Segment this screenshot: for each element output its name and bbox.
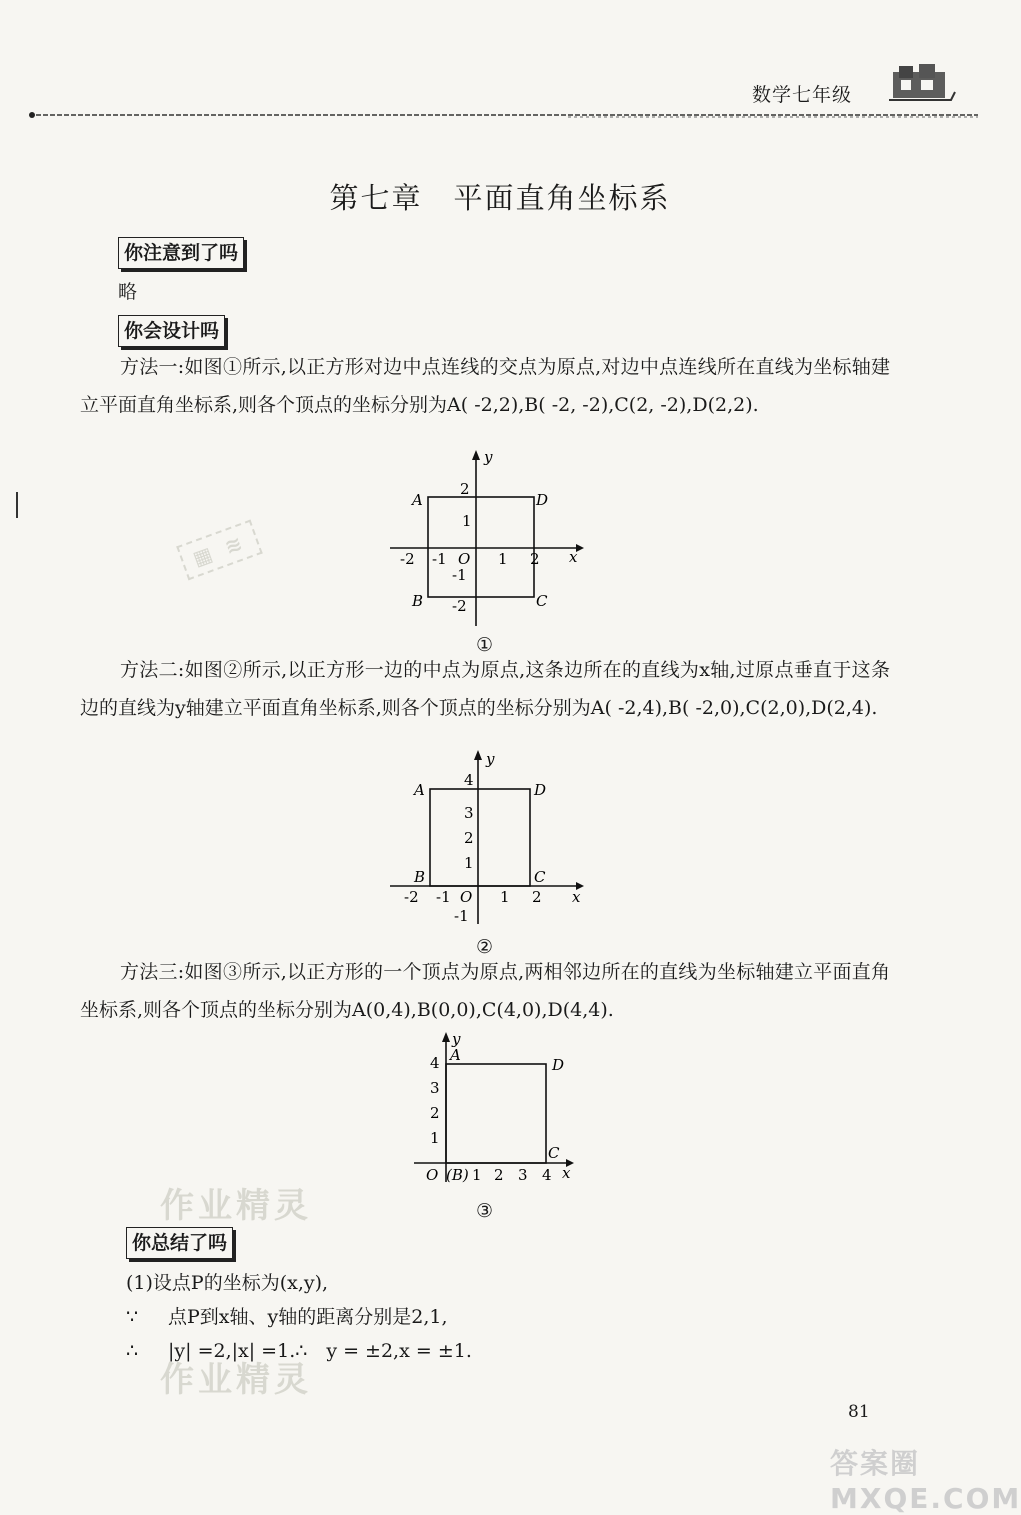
fig2-y-label: y	[486, 750, 495, 768]
fig2-x-tick: -1	[436, 888, 451, 906]
fig1-x-label: x	[569, 548, 578, 566]
fig2-y-tick: 2	[464, 829, 474, 847]
figure-3-caption: ③	[476, 1200, 494, 1222]
stamp-watermark: 作业精灵	[160, 1186, 312, 1226]
fig2-x-tick: 1	[500, 888, 510, 906]
figure-2-caption: ②	[476, 936, 494, 958]
fig1-y-tick: 2	[460, 480, 470, 498]
fig3-x-tick: 4	[542, 1166, 552, 1184]
fig2-origin-label: O	[460, 888, 473, 906]
method-one-text: 方法一:如图①所示,以正方形对边中点连线的交点为原点,对边中点连线所在直线为坐标轴建立平面直角坐标系,则各个顶点的坐标分别为A( -2,2),B( -2, -2),C(2, -2),D(2,2).	[80, 356, 890, 416]
fig3-x-tick: 3	[518, 1166, 528, 1184]
fig3-point-d: D	[552, 1056, 565, 1074]
therefore-symbol: ∴	[126, 1340, 139, 1362]
corner-watermark: 答案圈 MXQE.COM	[830, 1447, 1021, 1515]
method-two-text: 方法二:如图②所示,以正方形一边的中点为原点,这条边所在的直线为x轴,过原点垂直于这条边的直线为y轴建立平面直角坐标系,则各个顶点的坐标分别为A( -2,4),B( -2,0),C(2,0),D(2,4).	[80, 659, 890, 719]
header-label: 数学七年级	[752, 84, 853, 106]
summary-line-2: 点P到x轴、y轴的距离分别是2,1,	[168, 1306, 448, 1328]
method-three-text: 方法三:如图③所示,以正方形的一个顶点为原点,两相邻边所在的直线为坐标轴建立平面直角坐标系,则各个顶点的坐标分别为A(0,4),B(0,0),C(4,0),D(4,4).	[80, 961, 890, 1021]
fig1-x-tick: -1	[432, 550, 447, 568]
chapter-title: 第七章 平面直角坐标系	[329, 181, 671, 215]
fig1-x-tick: 1	[498, 550, 508, 568]
fig1-point-d: D	[536, 491, 549, 509]
fig2-y-tick: -1	[454, 907, 469, 925]
fig1-y-tick: -2	[452, 597, 467, 615]
stamp-watermark: 作业精灵	[160, 1360, 312, 1400]
fig1-point-c: C	[536, 592, 548, 610]
fig3-x-tick: 1	[472, 1166, 482, 1184]
section-tag-notice: 你注意到了吗	[118, 237, 244, 269]
fig2-y-tick: 1	[464, 854, 474, 872]
fig3-point-c: C	[548, 1144, 560, 1162]
fig1-origin-label: O	[458, 550, 471, 568]
summary-line-1: (1)设点P的坐标为(x,y),	[126, 1272, 329, 1294]
fig2-x-label: x	[572, 888, 581, 906]
figure-3	[400, 1030, 590, 1194]
section-tag-design: 你会设计吗	[118, 315, 225, 347]
fig2-point-a: A	[414, 781, 425, 799]
fig3-origin-note: (B)	[446, 1166, 469, 1184]
figure-1	[390, 448, 590, 632]
fig2-y-tick: 3	[464, 804, 474, 822]
fig2-y-tick: 4	[464, 771, 474, 789]
margin-mark	[16, 492, 18, 518]
notice-answer: 略	[118, 281, 138, 303]
stamp-watermark-icon: ▦ ≋	[176, 520, 262, 581]
fig1-y-label: y	[484, 448, 493, 466]
fig3-y-tick: 4	[430, 1054, 440, 1072]
fig3-y-tick: 3	[430, 1079, 440, 1097]
fig2-point-c: C	[534, 868, 546, 886]
summary-line-3: |y| =2,|x| =1.∴ y = ±2,x = ±1.	[168, 1340, 472, 1362]
fig3-y-tick: 1	[430, 1129, 440, 1147]
page-number: 81	[848, 1402, 870, 1422]
fig3-origin-label: O	[426, 1166, 439, 1184]
fig1-y-tick: -1	[452, 566, 467, 584]
fig1-x-tick: 2	[530, 550, 540, 568]
fig1-point-a: A	[412, 491, 423, 509]
figure-1-caption: ①	[476, 634, 494, 656]
header-logo-icon	[885, 62, 957, 104]
fig2-point-b: B	[414, 868, 426, 886]
fig1-point-b: B	[412, 592, 424, 610]
because-symbol: ∵	[126, 1306, 139, 1328]
fig3-x-label: x	[562, 1164, 571, 1182]
fig3-x-tick: 2	[494, 1166, 504, 1184]
fig1-x-tick: -2	[400, 550, 415, 568]
fig3-point-a: A	[450, 1046, 461, 1064]
fig2-point-d: D	[534, 781, 547, 799]
fig3-y-label: y	[452, 1030, 461, 1048]
header-divider	[28, 112, 978, 118]
fig3-y-tick: 2	[430, 1104, 440, 1122]
figure-2	[390, 746, 590, 940]
fig2-x-tick: 2	[532, 888, 542, 906]
section-tag-summary: 你总结了吗	[126, 1227, 233, 1259]
fig2-x-tick: -2	[404, 888, 419, 906]
fig1-y-tick: 1	[462, 512, 472, 530]
